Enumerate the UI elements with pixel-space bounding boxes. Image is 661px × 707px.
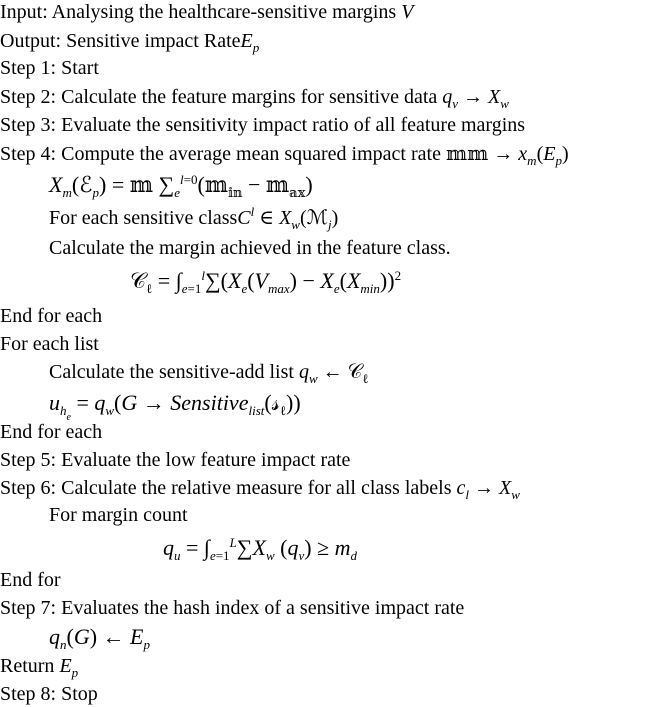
- step-8: Step 8: Stop: [0, 683, 98, 705]
- output-variable: E: [240, 30, 253, 52]
- equation-3: $u_{h_e} = q_w(G$ → Sensitive$_{list}$(𝓈$_\ell$)): [49, 390, 301, 423]
- foreach-class-math: $C^l$ ∈ $X_w(ℳ_j)$: [237, 204, 339, 232]
- equation-2: 𝒞$_\ell$ = $\int_{e=1}^l\sum(X_e(V_{max}) - X_e(X_{min}))^2$: [130, 268, 402, 296]
- end-foreach-1: End for each: [0, 305, 103, 327]
- end-foreach-2: End for each: [0, 421, 103, 443]
- step-4: Step 4: Compute the average mean squared impact rate 𝕞𝕞 → $x_m(E_p)$: [0, 143, 569, 168]
- foreach-class-line: For each sensitive classC$^l$ ∈ $X_w(ℳ_j)$: [49, 204, 339, 232]
- step-2: Step 2: Calculate the feature margins for sensitive data $q_v \to X_w$: [0, 86, 509, 111]
- step-7: Step 7: Evaluates the hash index of a sensitive impact rate: [0, 597, 465, 619]
- for-margin-count: For margin count: [49, 504, 188, 526]
- return-variable: E: [59, 655, 72, 677]
- step-5: Step 5: Evaluate the low feature impact rate: [0, 449, 351, 471]
- step-3: Step 3: Evaluate the sensitivity impact ratio of all feature margins: [0, 114, 526, 136]
- equation-4: $q_u = \int_{e=1}^L\sum X_w$ $(q_v) \ge m_d$: [163, 535, 358, 563]
- calc-margin-line: Calculate the margin achieved in the feature class.: [49, 237, 451, 259]
- input-line: [0, 2, 413, 22]
- end-for: End for: [0, 569, 61, 591]
- step-4-math: 𝕞𝕞 → $x_m(E_p)$: [445, 143, 569, 168]
- step-2-math: $q_v \to X_w$: [442, 86, 509, 111]
- input-label: Input: Analysing the healthcare-sensitive margins: [0, 1, 397, 23]
- equation-1: $X_m(ℰ_p)$ = 𝕞 $\sum_e^{l=0}(𝕞_{𝕚𝕟}$ − 𝕞$_{𝕒𝕩}$): [49, 172, 313, 200]
- step-1: Step 1: Start: [0, 57, 99, 79]
- return-line: Return $E_p$: [0, 655, 79, 680]
- step-6: Step 6: Calculate the relative measure for all class labels $c_l \to X_w$: [0, 477, 520, 502]
- equation-5: $q_n(G)$ ← $E_p$: [49, 624, 150, 652]
- output-line: Output: Sensitive impact RateE$_p$: [0, 30, 260, 55]
- calc-add-list-math: $q_w$ ← 𝒞$_\ell$: [298, 361, 369, 386]
- calc-add-list-line: Calculate the sensitive-add list $q_w$ ← 𝒞$_\ell$: [49, 361, 369, 386]
- step-6-math: $c_l \to X_w$: [456, 477, 520, 502]
- output-label: Output: Sensitive impact Rate: [0, 30, 241, 52]
- input-variable: V: [401, 1, 414, 23]
- foreach-list: For each list: [0, 333, 99, 355]
